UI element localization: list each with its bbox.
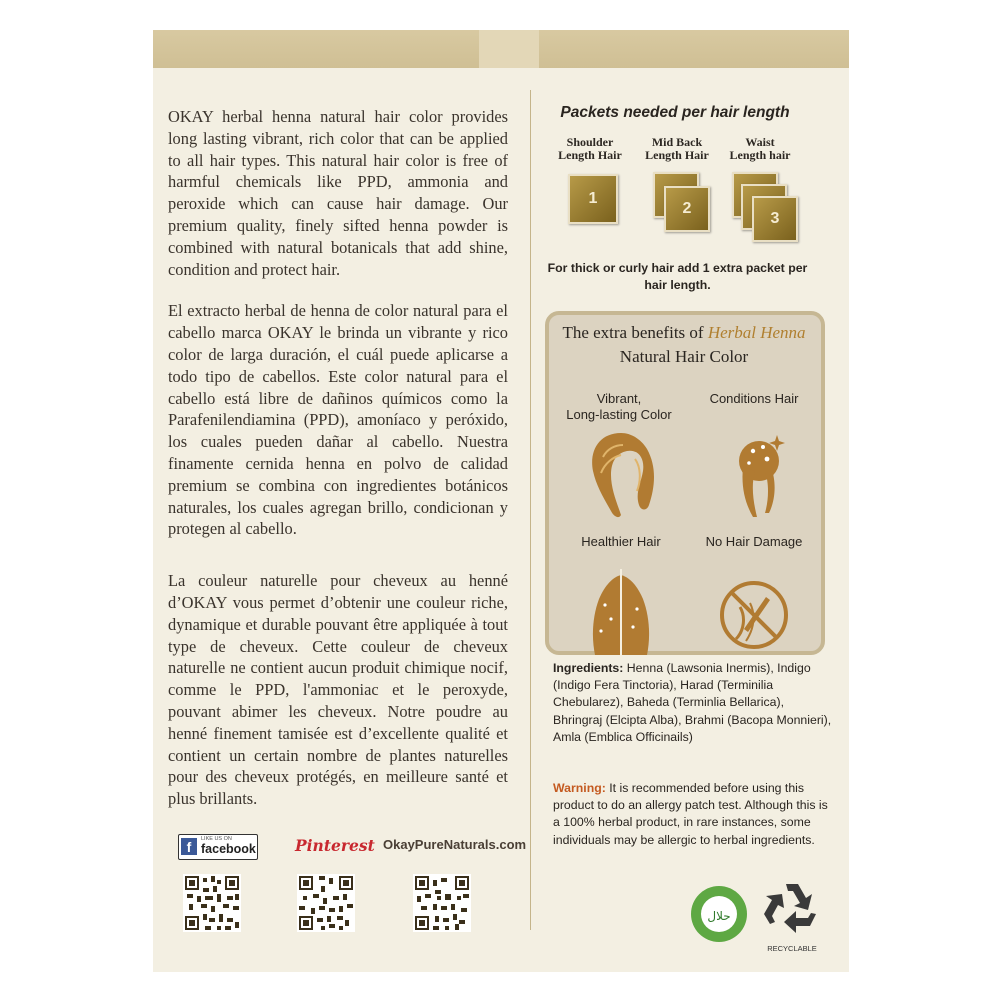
warning-block — [553, 780, 833, 849]
packets-section — [540, 98, 810, 298]
packet-label-line: Shoulder — [566, 135, 614, 149]
halal-badge — [689, 884, 749, 944]
benefits-title-emphasis: Herbal Henna — [707, 323, 806, 342]
qr-code-facebook — [183, 874, 241, 932]
hair-flowing-icon — [581, 427, 661, 522]
qr-code-pinterest — [297, 874, 355, 932]
social-links — [178, 834, 528, 862]
benefit-label-conditions: Conditions Hair — [709, 391, 799, 406]
packet-3: 3 — [752, 196, 798, 242]
benefit-label-no-damage: No Hair Damage — [705, 534, 803, 549]
packet-label-line: Length hair — [729, 147, 791, 162]
recyclable-label: RECYCLABLE — [767, 944, 817, 953]
description-spanish: El extracto herbal de henna de color natural para el cabello marca OKAY le brinda un vibrante y rico color de larga duración, el cuál puede aplicarse a todo tipo de cabellos. Este color natural para el cabello está libre de dañinos químicos como la Parafenilendiamina (PPD), amoníaco y peróxido, los cuales pueden dañar al cabello. Nuestra finamente cernida henna en polvo de calidad premium se combina con ingredientes botánicos naturales, los cuales agregan brillo, condicionan y protegen al cabello. — [168, 301, 508, 539]
halal-text: حلال — [707, 909, 731, 923]
benefit-label-vibrant — [549, 391, 689, 423]
benefits-title-pre: The extra benefits of — [562, 323, 708, 342]
ingredients-text: Henna (Lawsonia Inermis), Indigo (Indigo Fera Tinctoria), Harad (Terminilia Chebularez), Baheda (Terminlia Bellarica), Bhringraj (Elcipta Alba), Brahmi (Bacopa Monnieri), Amla (Emblica Officinails) — [553, 661, 832, 744]
facebook-label: facebook — [201, 842, 256, 856]
facebook-like-text: LIKE US ON — [201, 836, 232, 842]
benefits-box — [545, 311, 825, 655]
packet-label-midback — [632, 136, 722, 161]
top-tab — [479, 30, 539, 68]
packet-label-line: Waist — [745, 135, 775, 149]
description-english: OKAY herbal henna natural hair color provides long lasting vibrant, rich color that can be applied to all hair types. This natural hair color is free of harmful chemicals like PPD, ammonia and peroxide which can cause hair damage. Our premium quality, finely sifted henna powder is combined with natural botanicals that add shine, condition and protect hair. — [168, 107, 508, 279]
ingredients-label: Ingredients: — [553, 661, 624, 675]
pinterest-label: Pinterest — [295, 836, 375, 855]
top-band — [153, 30, 849, 68]
sparkle-hair-icon — [719, 427, 799, 522]
packet-2: 2 — [664, 186, 710, 232]
packet-label-line: Length Hair — [645, 147, 709, 162]
hair-strands-icon — [581, 565, 661, 660]
facebook-icon: f — [181, 838, 197, 855]
benefit-label-line: Long-lasting Color — [566, 407, 672, 422]
description-french: La couleur naturelle pour cheveux au henné d’OKAY vous permet d’obtenir une couleur riche, dynamique et durable pouvant être appliquée à tout type de cheveux. Cette couleur de cheveux naturelle ne contient aucun produit chimique nocif, comme le PPD, l'ammoniac et le peroxyde, pouvant abimer les cheveux. Notre poudre au henné finement tamisée est d’excellente qualité et contient un certain nombre de plantes naturelles pour des cheveux protégés, en meilleure santé et plus brillants. — [168, 571, 508, 809]
benefits-title — [559, 321, 809, 369]
recycle-icon — [760, 878, 824, 942]
website-label: OkayPureNaturals.com — [383, 837, 527, 852]
benefit-label-healthier: Healthier Hair — [581, 534, 661, 549]
no-damage-comb-icon — [714, 573, 794, 668]
packets-title: Packets needed per hair length — [560, 104, 790, 121]
ingredients-block — [553, 660, 833, 746]
packet-label-line: Mid Back — [651, 135, 703, 149]
facebook-badge — [178, 834, 258, 860]
benefits-title-post: Natural Hair Color — [619, 347, 749, 366]
description-column — [168, 106, 508, 810]
qr-code-website — [413, 874, 471, 932]
benefit-label-line: Vibrant, — [596, 391, 642, 406]
packet-label-shoulder — [545, 136, 635, 161]
warning-text: It is recommended before using this product to do an allergy patch test. Although this is a 100% herbal product, in rare instances, some individuals may be allergic to herbal ingredients. — [553, 781, 828, 847]
packet-1: 1 — [568, 174, 618, 224]
packet-label-waist — [715, 136, 805, 161]
column-divider — [530, 90, 531, 930]
packet-label-line: Length Hair — [558, 147, 622, 162]
packets-note: For thick or curly hair add 1 extra packet per hair length. — [547, 261, 808, 292]
warning-label: Warning: — [553, 781, 606, 795]
